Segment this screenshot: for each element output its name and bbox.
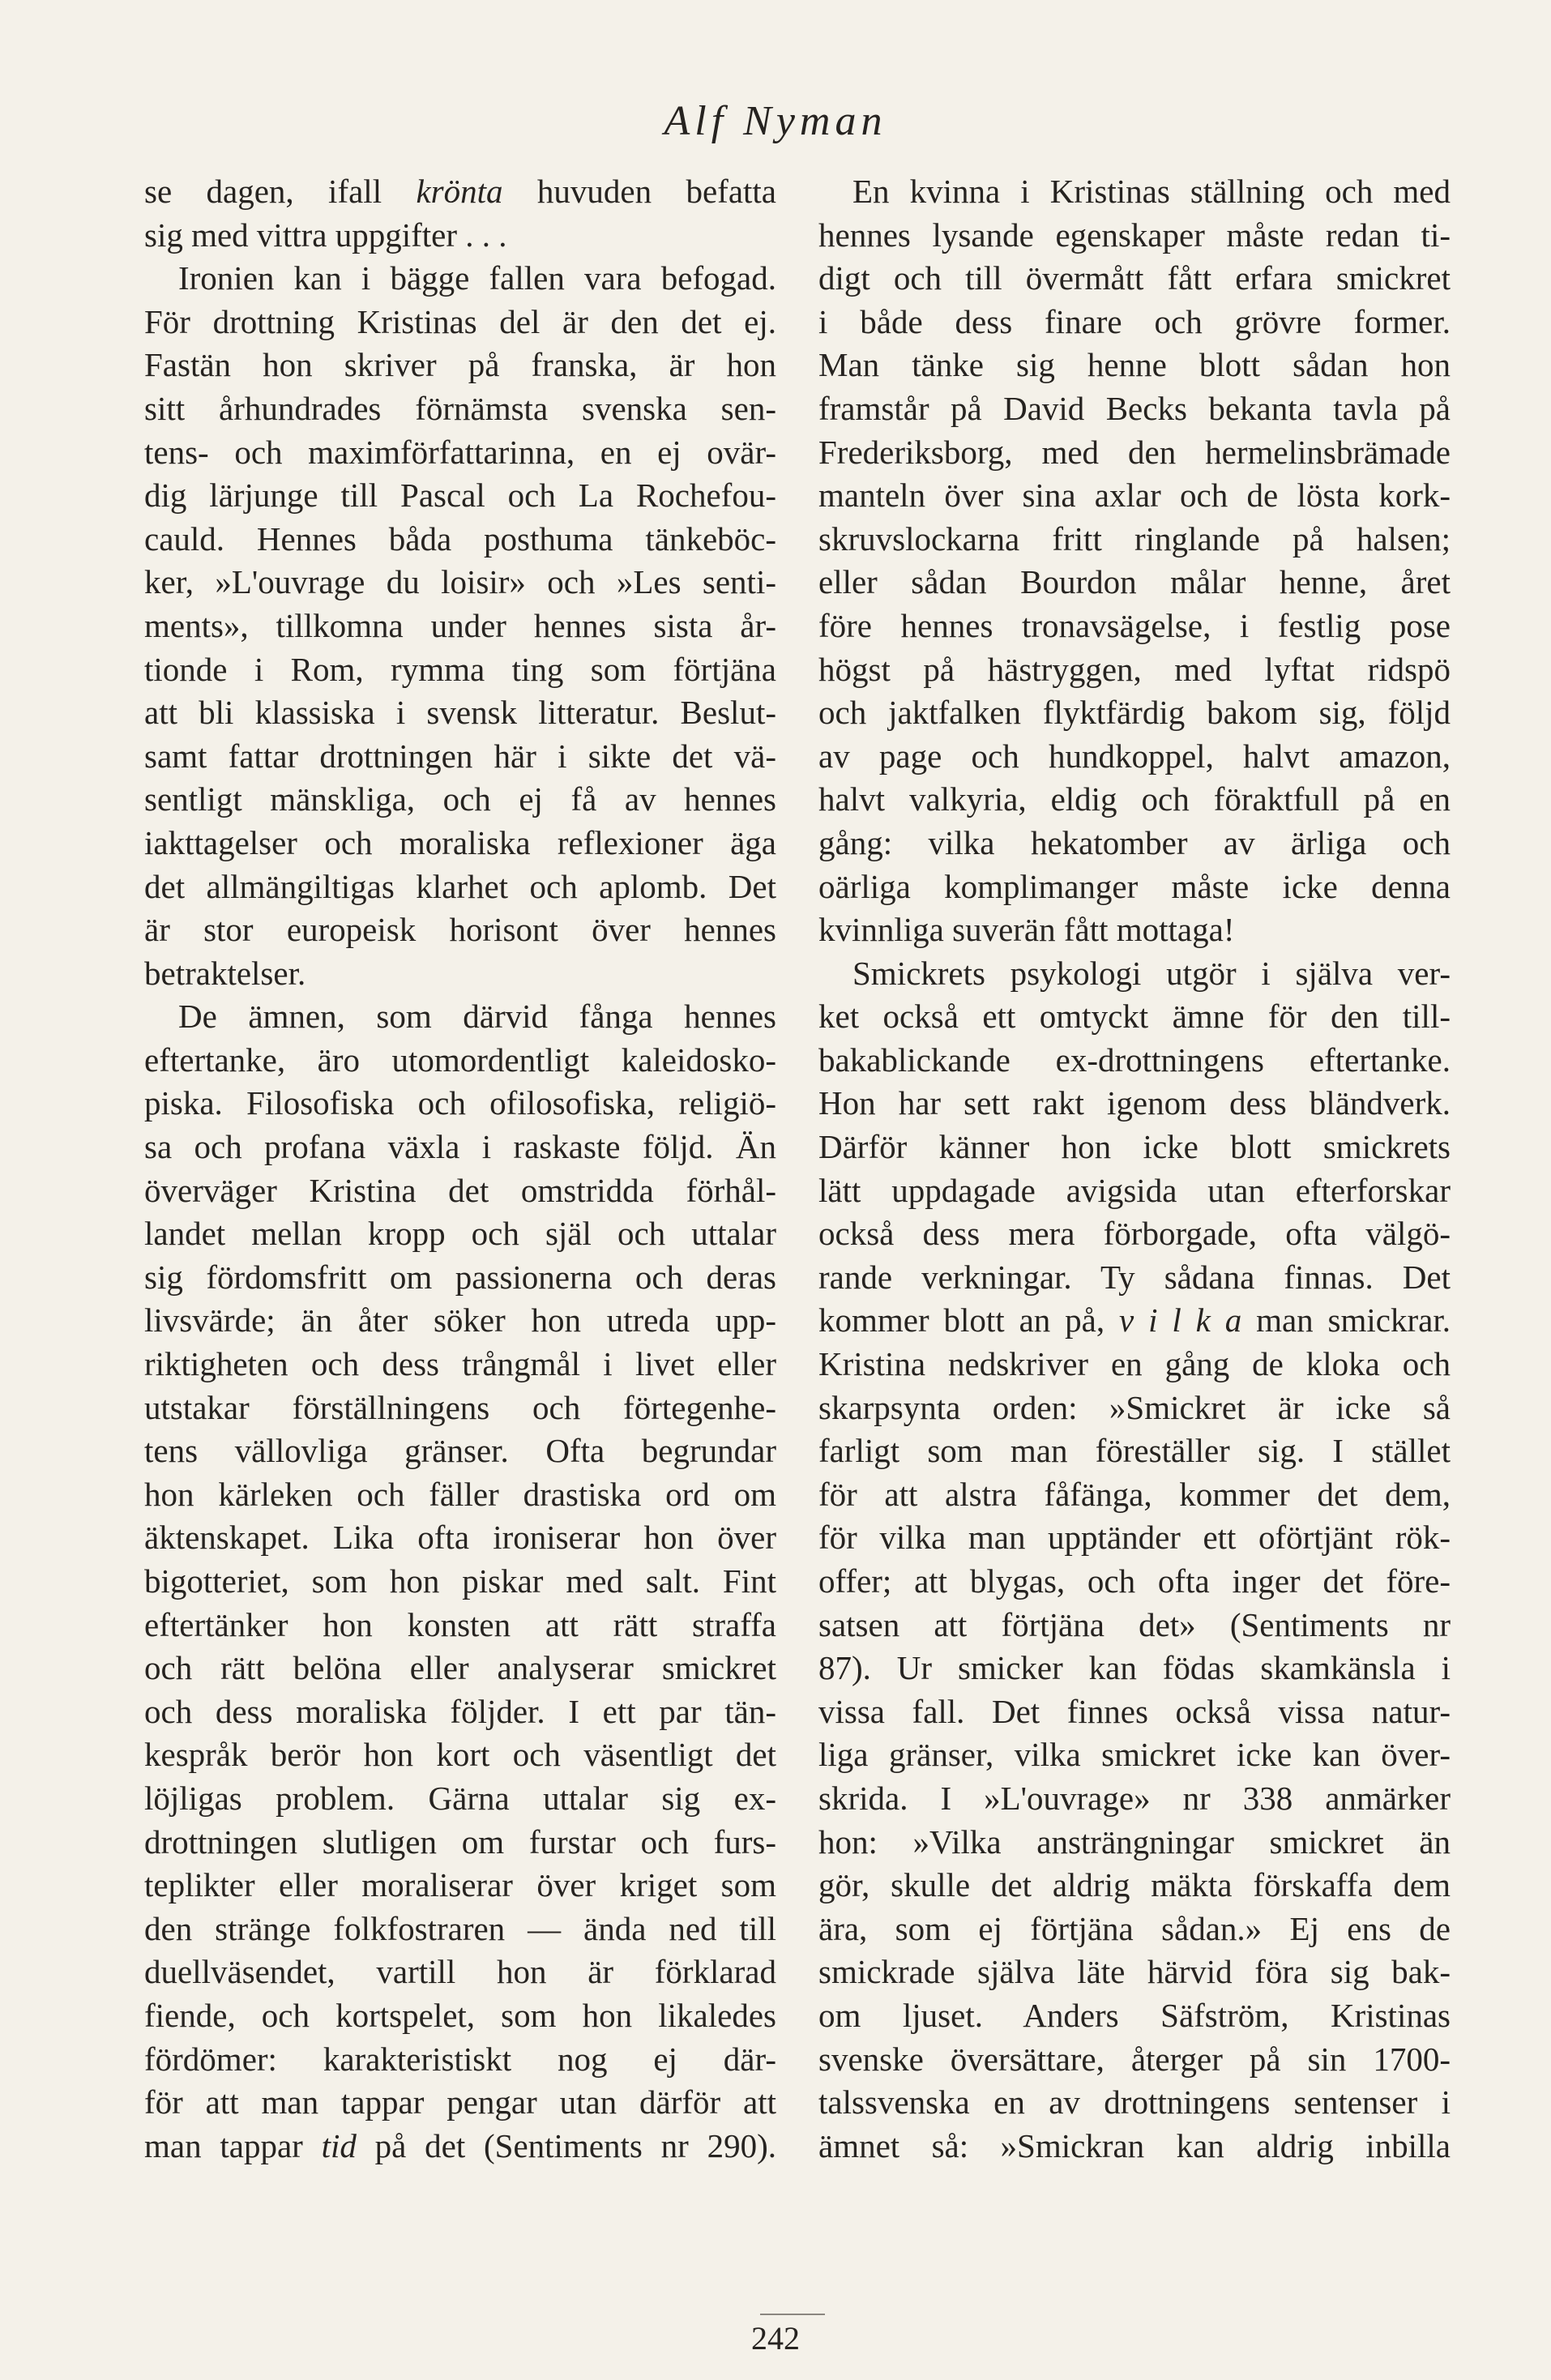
- text-line: överväger Kristina det omstridda förhål-: [144, 1171, 776, 1209]
- text-line: högst på hästryggen, med lyftat ridspö: [818, 650, 1451, 688]
- text-line: offer; att blygas, och ofta inger det före-: [818, 1562, 1451, 1600]
- text-line: Smickrets psykologi utgör i själva ver-: [852, 954, 1451, 992]
- text-line: 87). Ur smicker kan födas skamkänsla i: [818, 1649, 1451, 1687]
- text-line: ämnet så: »Smickran kan aldrig inbilla: [818, 2126, 1451, 2164]
- text-line: sa och profana växla i raskaste följd. Än: [144, 1128, 776, 1166]
- text-line: tens- och maximförfattarinna, en ej ovär-: [144, 433, 776, 471]
- text-line: utstakar förställningens och förtegenhe-: [144, 1388, 776, 1426]
- text-line: Man tänke sig henne blott sådan hon: [818, 346, 1451, 384]
- text-line: bigotteriet, som hon piskar med salt. Fint: [144, 1562, 776, 1600]
- text-line: om ljuset. Anders Säfström, Kristinas: [818, 1996, 1451, 2034]
- text-line: ket också ett omtyckt ämne för den till-: [818, 998, 1451, 1036]
- text-line: hennes lysande egenskaper måste redan ti-: [818, 216, 1451, 254]
- text-line: digt och till övermått fått erfara smickret: [818, 259, 1451, 297]
- text-line: betraktelser.: [144, 954, 306, 992]
- right-column: [818, 170, 1451, 2168]
- text-line: En kvinna i Kristinas ställning och med: [852, 173, 1451, 210]
- text-line: skruvslockarna fritt ringlande på halsen;: [818, 519, 1451, 558]
- text-line: eller sådan Bourdon målar henne, året: [818, 563, 1451, 601]
- text-line: rande verkningar. Ty sådana finnas. Det: [818, 1258, 1451, 1296]
- text-line: man tappar tid på det (Sentiments nr 290).: [144, 2126, 777, 2164]
- text-line: före hennes tronavsägelse, i festlig pose: [818, 606, 1451, 644]
- text-line: smickrade själva läte härvid föra sig bak-: [818, 1953, 1451, 1991]
- page-number-rule: [760, 2314, 825, 2315]
- text-line: och dess moraliska följder. I ett par tän-: [144, 1692, 776, 1730]
- text-line: vissa fall. Det finnes också vissa natur-: [818, 1692, 1451, 1730]
- text-line: De ämnen, som därvid fånga hennes: [178, 998, 776, 1036]
- text-line: sentligt mänskliga, och ej få av hennes: [144, 780, 776, 818]
- text-line: framstår på David Becks bekanta tavla på: [818, 389, 1451, 427]
- text-line: landet mellan kropp och själ och uttalar: [144, 1215, 776, 1253]
- text-line: Därför känner hon icke blott smickrets: [818, 1128, 1451, 1166]
- text-line: Fastän hon skriver på franska, är hon: [144, 346, 776, 384]
- text-line: samt fattar drottningen här i sikte det vä-: [144, 737, 776, 775]
- emphasis: v i l k a: [1118, 1301, 1242, 1340]
- text-line: och rätt belöna eller analyserar smickret: [144, 1649, 776, 1687]
- text-line: Frederiksborg, med den hermelinsbrämade: [818, 433, 1451, 471]
- text-line: gör, skulle det aldrig mäkta förskaffa dem: [818, 1866, 1451, 1904]
- text-line: kommer blott an på, v i l k a man smickrar.: [818, 1301, 1451, 1340]
- text-line: kvinnliga suverän fått mottaga!: [818, 911, 1235, 949]
- text-line: fördömer: karakteristiskt nog ej där-: [144, 2040, 776, 2078]
- text-line: hon kärleken och fäller drastiska ord om: [144, 1475, 776, 1513]
- text-line: För drottning Kristinas del är den det ej.: [144, 302, 776, 340]
- text-line: ments», tillkomna under hennes sista år-: [144, 606, 776, 644]
- text-line: Ironien kan i bägge fallen vara befogad.: [178, 259, 776, 297]
- text-line: för att man tappar pengar utan därför att: [144, 2083, 776, 2121]
- text-line: svenske översättare, återger på sin 1700-: [818, 2040, 1451, 2078]
- text-line: drottningen slutligen om furstar och furs-: [144, 1822, 776, 1861]
- text-line: för att alstra fåfänga, kommer det dem,: [818, 1475, 1451, 1513]
- text-line: Kristina nedskriver en gång de kloka och: [818, 1345, 1451, 1383]
- text-line: också dess mera förborgade, ofta välgö-: [818, 1215, 1451, 1253]
- text-line: farligt som man föreställer sig. I stället: [818, 1432, 1451, 1470]
- text-line: löjligas problem. Gärna uttalar sig ex-: [144, 1779, 776, 1817]
- text-line: den stränge folkfostraren — ända ned till: [144, 1909, 776, 1947]
- text-line: cauld. Hennes båda posthuma tänkeböc-: [144, 519, 776, 558]
- text-line: sig fördomsfritt om passionerna och deras: [144, 1258, 776, 1296]
- text-line: livsvärde; än åter söker hon utreda upp-: [144, 1301, 776, 1340]
- text-line: och jaktfalken flyktfärdig bakom sig, följd: [818, 694, 1451, 732]
- text-line: att bli klassiska i svensk litteratur. Beslut-: [144, 694, 776, 732]
- text-line: lätt uppdagade avigsida utan efterforskar: [818, 1171, 1451, 1209]
- text-line: tens vällovliga gränser. Ofta begrundar: [144, 1432, 776, 1470]
- text-line: teplikter eller moraliserar över kriget som: [144, 1866, 776, 1904]
- text-line: bakablickande ex-drottningens eftertanke.: [818, 1040, 1451, 1079]
- text-line: äktenskapet. Lika ofta ironiserar hon över: [144, 1519, 776, 1557]
- text-line: för vilka man upptänder ett oförtjänt rök-: [818, 1519, 1451, 1557]
- text-line: iakttagelser och moraliska reflexioner äga: [144, 823, 776, 861]
- text-line: är stor europeisk horisont över hennes: [144, 911, 776, 949]
- text-line: eftertänker hon konsten att rätt straffa: [144, 1605, 776, 1643]
- text-line: dig lärjunge till Pascal och La Rochefou-: [144, 476, 776, 515]
- text-line: i både dess finare och grövre former.: [818, 302, 1451, 340]
- text-line: ker, »L'ouvrage du loisir» och »Les senti-: [144, 563, 776, 601]
- text-line: sig med vittra uppgifter . . .: [144, 216, 507, 254]
- text-line: liga gränser, vilka smickret icke kan över-: [818, 1736, 1451, 1774]
- text-line: oärliga komplimanger måste icke denna: [818, 867, 1451, 905]
- text-line: Hon har sett rakt igenom dess bländverk.: [818, 1084, 1451, 1122]
- text-line: se dagen, ifall krönta huvuden befatta: [144, 173, 776, 210]
- text-line: ära, som ej förtjäna sådan.» Ej ens de: [818, 1909, 1451, 1947]
- text-line: sitt århundrades förnämsta svenska sen-: [144, 389, 776, 427]
- text-line: det allmängiltigas klarhet och aplomb. Det: [144, 867, 776, 905]
- running-head: Alf Nyman: [664, 98, 887, 144]
- text-line: gång: vilka hekatomber av ärliga och: [818, 823, 1451, 861]
- text-line: av page och hundkoppel, halvt amazon,: [818, 737, 1451, 775]
- text-line: manteln över sina axlar och de lösta kork-: [818, 476, 1451, 515]
- page-number: 242: [751, 2320, 800, 2356]
- emphasis: tid: [321, 2126, 357, 2164]
- emphasis: krönta: [416, 173, 503, 210]
- text-line: riktigheten och dess trångmål i livet eller: [144, 1345, 776, 1383]
- text-line: hon: »Vilka ansträngningar smickret än: [818, 1822, 1451, 1861]
- text-line: halvt valkyria, eldig och föraktfull på en: [818, 780, 1451, 818]
- text-line: skrida. I »L'ouvrage» nr 338 anmärker: [818, 1779, 1451, 1817]
- text-line: kespråk berör hon kort och väsentligt det: [144, 1736, 776, 1774]
- text-line: eftertanke, äro utomordentligt kaleidosko-: [144, 1040, 776, 1079]
- text-line: piska. Filosofiska och ofilosofiska, religiö-: [144, 1084, 776, 1122]
- text-line: duellväsendet, vartill hon är förklarad: [144, 1953, 776, 1991]
- text-line: skarpsynta orden: »Smickret är icke så: [818, 1388, 1451, 1426]
- text-line: tionde i Rom, rymma ting som förtjäna: [144, 650, 776, 688]
- text-line: talssvenska en av drottningens sentenser i: [818, 2083, 1451, 2121]
- text-line: satsen att förtjäna det» (Sentiments nr: [818, 1605, 1451, 1643]
- left-column: [144, 170, 776, 2168]
- text-line: fiende, och kortspelet, som hon likaledes: [144, 1996, 776, 2034]
